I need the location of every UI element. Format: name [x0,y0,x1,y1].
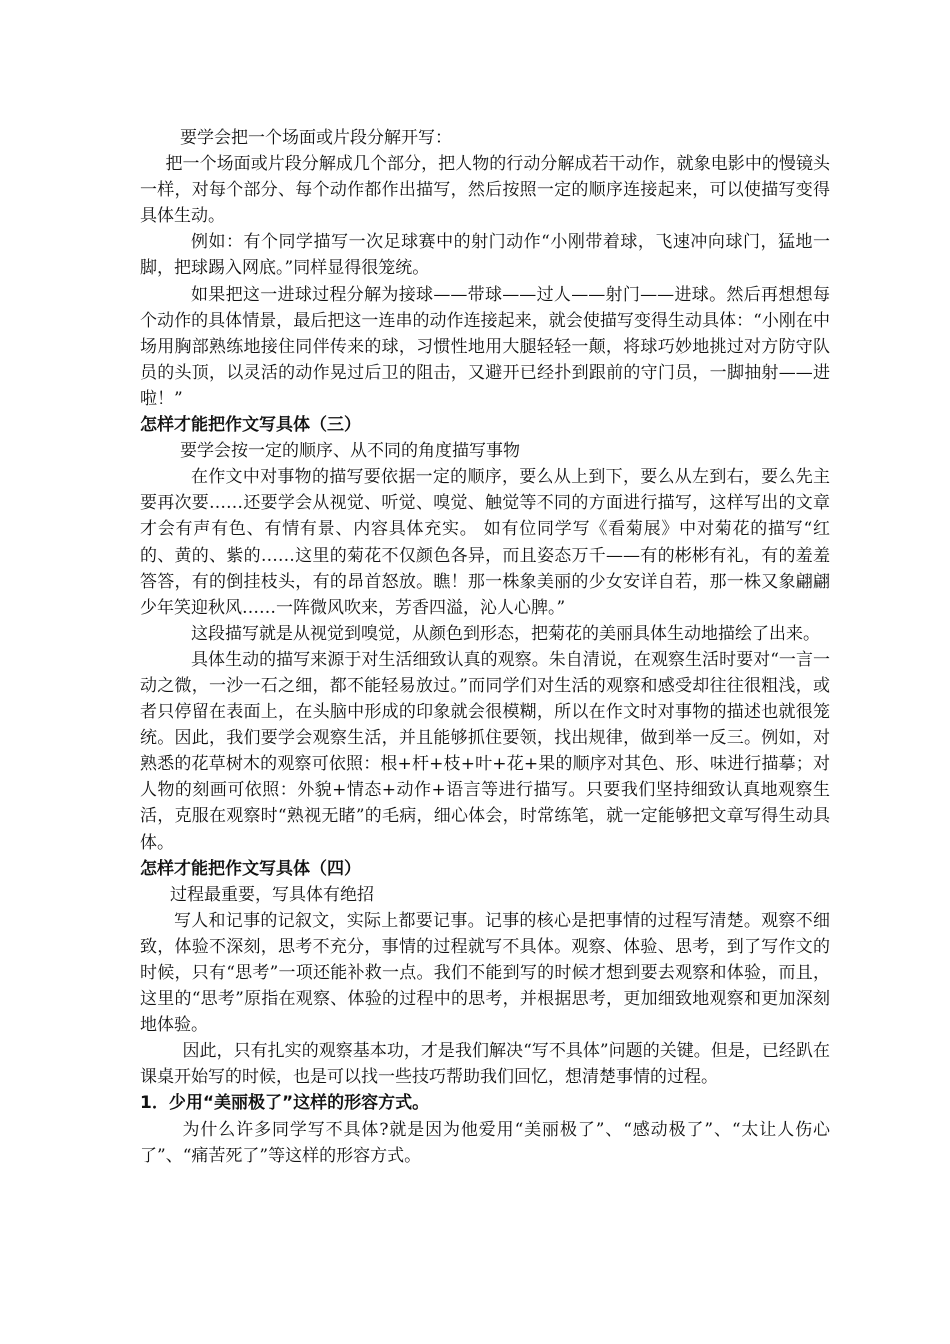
paragraph-narrative: 写人和记事的记叙文，实际上都要记事。记事的核心是把事情的过程写清楚。观察不细致，体验不深刻，思考不充分，事情的过程就写不具体。观察、体验、思考，到了写作文的时候，只有“思考”一项还能补救一点。我们不能到写的时候才想到要去观察和体验，而且，这里的“思考”原指在观察、体验的过程中的思考，并根据思考，更加细致地观察和更加深刻地体验。 [140,910,830,1036]
paragraph-chrysanthemum-summary: 这段描写就是从视觉到嗅觉，从颜色到形态，把菊花的美丽具体生动地描绘了出来。 [191,623,820,644]
paragraph-split-scene: 把一个场面或片段分解成几个部分，把人物的行动分解成若干动作，就象电影中的慢镜头一样，对每个部分、每个动作都作出描写，然后按照一定的顺序连接起来，可以使描写变得具体生动。 [140,154,830,227]
paragraph-subtitle-split-scene: 要学会把一个场面或片段分解开写： [180,128,452,148]
paragraph-goal-process: 如果把这一进球过程分解为接球——带球——过人——射门——进球。然后再想想每个动作的具体情景，最后把这一连串的动作连接起来，就会使描写变得生动具体：“小刚在中场用胸部熟练地接住同伴传来的球，习惯性地用大腿轻轻一颠，将球巧妙地挑过对方防守队员的头顶，以灵活的动作晃过后卫的阻击，又避开已经扑到跟前的守门员，一脚抽射——进啦！” [140,284,830,409]
section-heading-3: 怎样才能把作文写具体（三） [140,415,361,436]
paragraph-avoid-adjectives: 为什么许多同学写不具体?就是因为他爱用“美丽极了”、“感动极了”、“太让人伤心了”、“痛苦死了”等这样的形容方式。 [140,1119,830,1166]
section-subtitle-4: 过程最重要，写具体有绝招 [170,884,374,905]
paragraph-observation: 具体生动的描写来源于对生活细致认真的观察。朱自清说，在观察生活时要对“一言一动之微，一沙一石之细，都不能轻易放过。”而同学们对生活的观察和感受却往往很粗浅，或者只停留在表面上，在头脑中形成的印象就会很模糊，所以在作文时对事物的描述也就很笼统。因此，我们要学会观察生活，并且能够抓住要领，找出规律，做到举一反三。例如，对熟悉的花草树木的观察可依照：根+杆+枝+叶+花+果的顺序对其色、形、味进行描摹；对人物的刻画可依照：外貌+情态+动作+语言等进行描写。只要我们坚持细致认真地观察生活，克服在观察时“熟视无睹”的毛病，细心体会，时常练笔，就一定能够把文章写得生动具体。 [140,649,830,853]
section-subtitle-3: 要学会按一定的顺序、从不同的角度描写事物 [180,441,520,462]
paragraph-key-skill: 因此，只有扎实的观察基本功，才是我们解决“写不具体”问题的关键。但是，已经趴在课桌开始写的时候，也是可以找一些技巧帮助我们回忆，想清楚事情的过程。 [140,1041,830,1088]
paragraph-example-shot: 例如：有个同学描写一次足球赛中的射门动作“小刚带着球，飞速冲向球门，猛地一脚，把球踢入网底。”同样显得很笼统。 [140,232,830,279]
paragraph-order-angles: 在作文中对事物的描写要依据一定的顺序，要么从上到下，要么从左到右，要么先主要再次要……还要学会从视觉、听觉、嗅觉、触觉等不同的方面进行描写，这样写出的文章才会有声有色、有情有景、内容具体充实。 如有位同学写《看菊展》中对菊花的描写“红的、黄的、紫的……这里的菊花不仅颜色各异，而且姿态万千——有的彬彬有礼，有的羞羞答答，有的倒挂枝头，有的昂首怒放。瞧！那一株象美丽的少女安详自若，那一株又象翩翩少年笑迎秋风……一阵微风吹来，芳香四溢，沁人心脾。” [140,467,830,618]
numbered-heading-1: 1．少用“美丽极了”这样的形容方式。 [140,1093,430,1114]
section-heading-4: 怎样才能把作文写具体（四） [140,858,361,879]
